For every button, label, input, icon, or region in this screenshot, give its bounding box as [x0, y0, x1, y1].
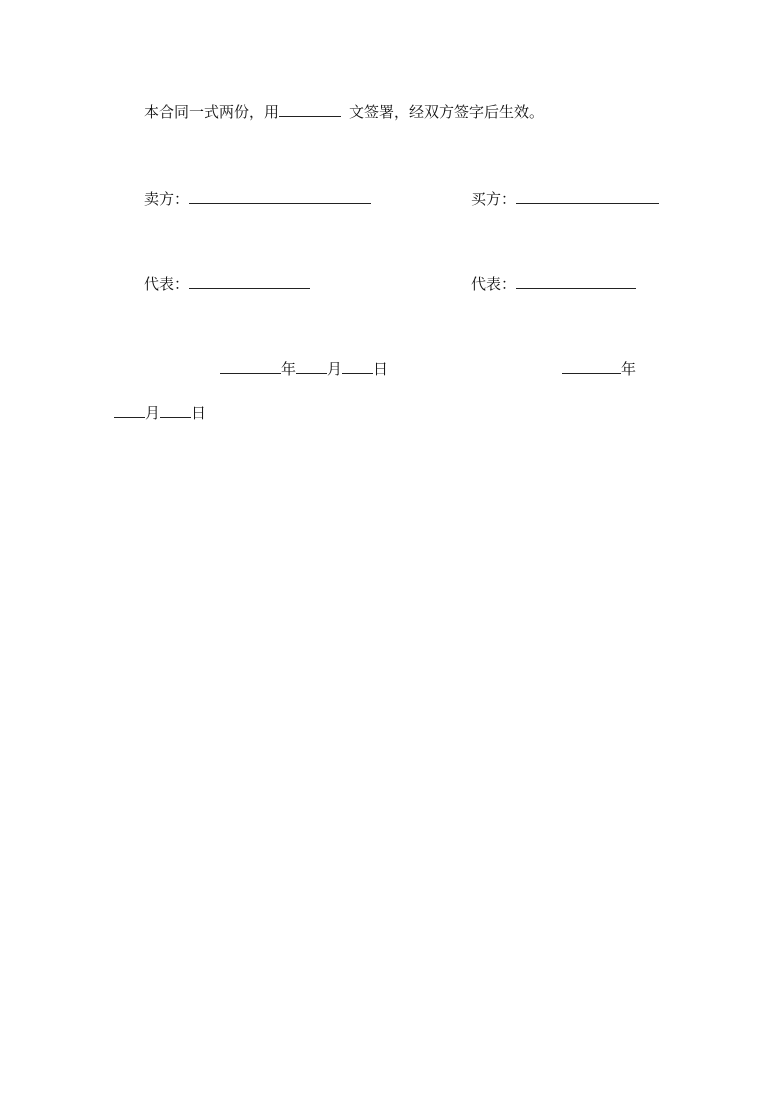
buyer-label: 买方： [471, 190, 517, 208]
seller-rep-blank[interactable] [189, 273, 310, 289]
buyer-date-month-day-line [114, 402, 206, 422]
clause-suffix: 文签署，经双方签字后生效。 [349, 103, 545, 121]
buyer-year-blank[interactable] [562, 358, 621, 374]
seller-date-line [220, 358, 388, 378]
language-clause [144, 101, 544, 121]
seller-month-blank[interactable] [296, 358, 327, 374]
buyer-rep-line [471, 273, 636, 293]
clause-prefix: 本合同一式两份，用 [144, 103, 280, 121]
seller-year-blank[interactable] [220, 358, 281, 374]
seller-month-label: 月 [327, 360, 343, 378]
seller-rep-label: 代表： [144, 275, 190, 293]
buyer-name-blank[interactable] [516, 188, 659, 204]
seller-day-label: 日 [373, 360, 389, 378]
buyer-day-label: 日 [191, 404, 207, 422]
buyer-line [471, 188, 659, 208]
buyer-day-blank[interactable] [160, 402, 191, 418]
buyer-year-label: 年 [621, 360, 637, 378]
buyer-rep-blank[interactable] [516, 273, 636, 289]
seller-line [144, 188, 371, 208]
seller-name-blank[interactable] [189, 188, 371, 204]
seller-rep-line [144, 273, 310, 293]
buyer-month-label: 月 [145, 404, 161, 422]
seller-label: 卖方： [144, 190, 190, 208]
seller-year-label: 年 [281, 360, 297, 378]
language-blank[interactable] [279, 101, 341, 117]
seller-day-blank[interactable] [342, 358, 373, 374]
buyer-date-year-line [562, 358, 636, 378]
buyer-month-blank[interactable] [114, 402, 145, 418]
buyer-rep-label: 代表： [471, 275, 517, 293]
